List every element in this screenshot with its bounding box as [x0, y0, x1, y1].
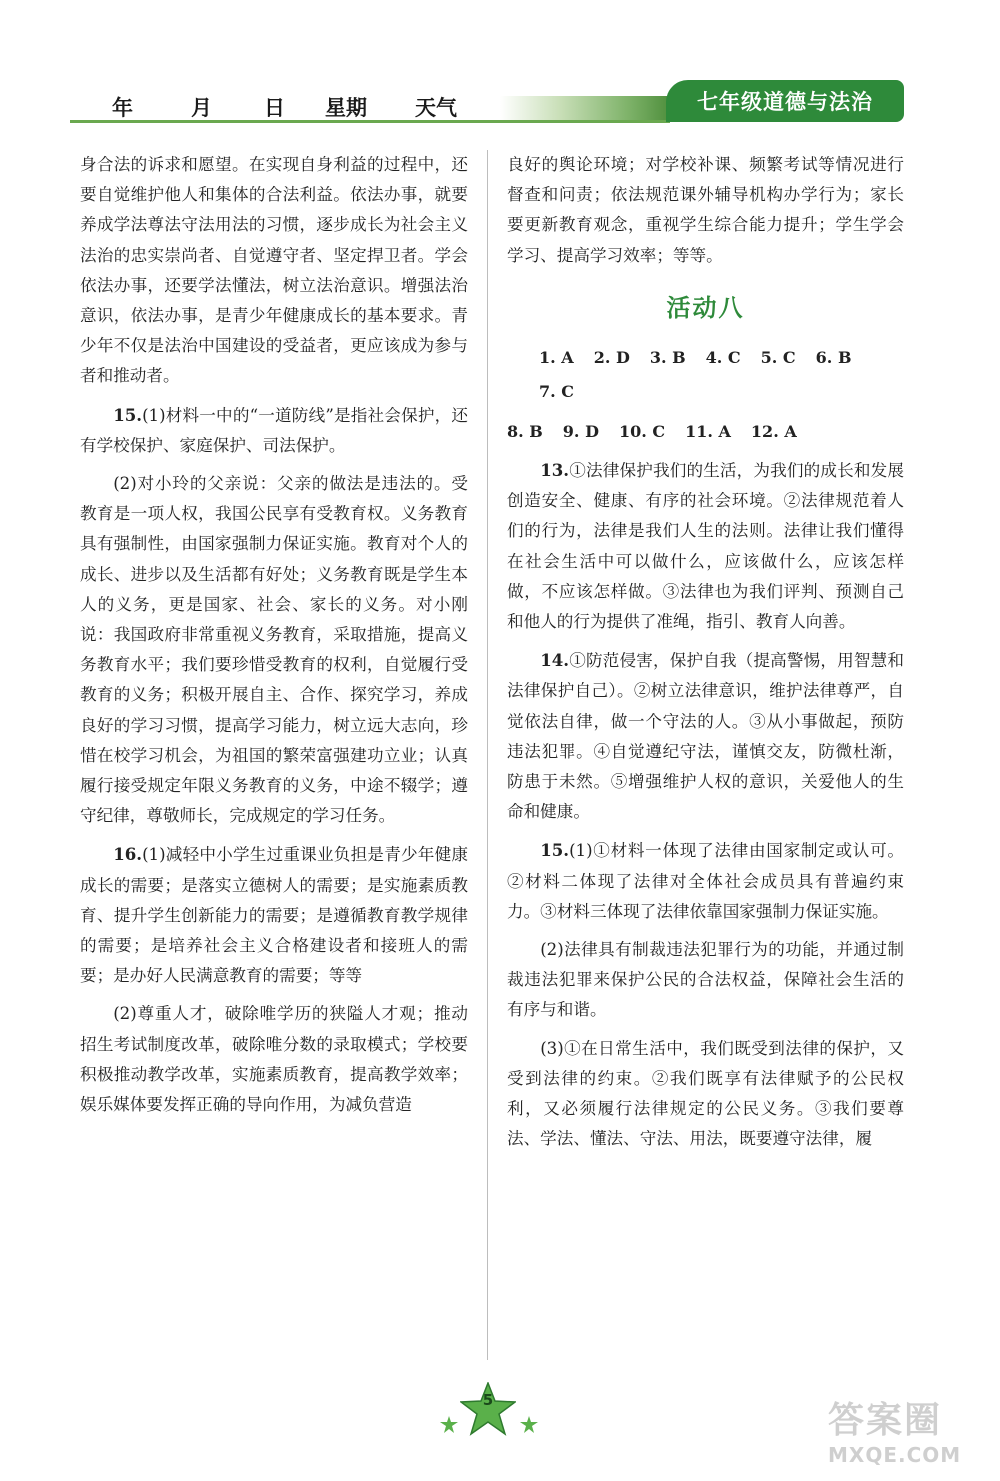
question-number: 13. [540, 460, 570, 481]
answer-paragraph: (3)①在日常生活中，我们既受到法律的保护，又受到法律的约束。②我们既享有法律赋予的公民权利，又必须履行法律规定的公民义务。③我们要尊法、学法、懂法、守法、用法，既要遵守法律，履 [507, 1038, 904, 1149]
answer-text: ①法律保护我们的生活，为我们的成长和发展创造安全、健康、有序的社会环境。②法律规范着人们的行为，法律是我们人生的法则。法律让我们懂得在社会生活中可以做什么，应该做什么，应该怎样做，不应该怎样做。③法律也为我们评判、预测自己和他人的行为提供了准绳，指引、教育人向善。 [507, 461, 904, 632]
question-answer [80, 839, 468, 991]
page-header [0, 0, 1000, 130]
choice-answer: 9. D [562, 422, 599, 442]
answer-text: (1)材料一中的“一道防线”是指社会保护，还有学校保护、家庭保护、司法保护。 [80, 405, 468, 455]
choice-answer: 8. B [507, 422, 543, 442]
question-number: 15. [540, 840, 570, 861]
activity-title: 活动八 [666, 293, 745, 322]
answer-text: (1)减轻中小学生过重课业负担是青少年健康成长的需要；是落实立德树人的需要；是实施素质教育、提升学生创新能力的需要；是遵循教育教学规律的需要；是培养社会主义合格建设者和接班人的需要；是办好人民满意教育的需要；等等 [80, 845, 468, 986]
choice-answer: 5. C [760, 348, 796, 368]
left-column [80, 150, 468, 1128]
date-year-label: 年 [112, 96, 133, 120]
choice-answer: 11. A [685, 422, 731, 442]
watermark-logo [828, 1392, 988, 1468]
answer-paragraph: (2)尊重人才，破除唯学历的狭隘人才观；推动招生考试制度改革，破除唯分数的录取模式；学校要积极推动教学改革，实施素质教育，提高教学效率；娱乐媒体要发挥正确的导向作用，为减负营造 [80, 1004, 468, 1115]
question-number: 16. [113, 844, 143, 865]
choice-answer: 6. B [815, 348, 852, 368]
question-answer [80, 400, 468, 461]
question-answer [507, 455, 904, 637]
choice-answer: 3. B [649, 348, 686, 368]
date-weekday-label: 星期 [325, 96, 367, 120]
small-star-icon [520, 1416, 538, 1434]
date-month-label: 月 [191, 96, 212, 120]
choice-answer: 10. C [618, 422, 666, 442]
multiple-choice-answers-row-1 [507, 341, 904, 409]
right-column [507, 150, 904, 1162]
column-divider [487, 150, 488, 1360]
small-star-icon [440, 1416, 458, 1434]
choice-answer: 7. C [539, 382, 575, 402]
question-number: 15. [113, 404, 143, 425]
multiple-choice-answers-row-2 [507, 415, 904, 449]
continuation-paragraph: 身合法的诉求和愿望。在实现自身利益的过程中，还要自觉维护他人和集体的合法利益。依法办事，就要养成学法尊法守法用法的习惯，逐步成长为社会主义法治的忠实崇尚者、自觉遵守者、坚定捍卫者。学会依法办事，还要学法懂法，树立法治意识。增强法治意识，依法办事，是青少年健康成长的基本要求。青少年不仅是法治中国建设的受益者，更应该成为参与者和推动者。 [80, 155, 468, 386]
choice-answer: 2. D [593, 348, 630, 368]
answer-paragraph: (2)法律具有制裁违法犯罪行为的功能，并通过制裁违法犯罪来保护公民的合法权益，保障社会生活的有序与和谐。 [507, 940, 904, 1020]
book-title-banner [666, 80, 904, 122]
date-day-label: 日 [264, 96, 285, 120]
watermark-top-text: 答案圈 [828, 1400, 943, 1441]
question-answer [507, 835, 904, 927]
date-fields [112, 92, 457, 122]
question-answer [507, 645, 904, 827]
page-number: 5 [482, 1391, 494, 1409]
date-weather-label: 天气 [415, 96, 457, 120]
answer-text: ①防范侵害，保护自我（提高警惕，用智慧和法律保护自己）。②树立法律意识，维护法律尊严，自觉依法自律，做一个守法的人。③从小事做起，预防违法犯罪。④自觉遵纪守法，谨慎交友，防微杜渐，防患于未然。⑤增强维护人权的意识，关爱他人的生命和健康。 [507, 651, 904, 822]
book-title: 七年级道德与法治 [697, 90, 873, 114]
answer-text: (1)①材料一体现了法律由国家制定或认可。②材料二体现了法律对全体社会成员具有普遍约束力。③材料三体现了法律依靠国家强制力保证实施。 [507, 841, 904, 921]
question-number: 14. [540, 650, 570, 671]
page-footer [440, 1382, 540, 1442]
answer-paragraph: (2)对小玲的父亲说：父亲的做法是违法的。受教育是一项人权，我国公民享有受教育权。义务教育具有强制性，由国家强制力保证实施。教育对个人的成长、进步以及生活都有好处；义务教育既是学生本人的义务，更是国家、社会、家长的义务。对小刚说：我国政府非常重视义务教育，采取措施，提高义务教育水平；我们要珍惜受教育的权利，自觉履行受教育的义务；积极开展自主、合作、探究学习，养成良好的学习习惯，提高学习能力，树立远大志向，珍惜在校学习机会，为祖国的繁荣富强建功立业；认真履行接受规定年限义务教育的义务，中途不辍学；遵守纪律，尊敬师长，完成规定的学习任务。 [80, 474, 468, 826]
header-rule [70, 120, 670, 123]
watermark-bottom-text: MXQE.COM [828, 1443, 962, 1467]
right-column-continuation: 良好的舆论环境；对学校补课、频繁考试等情况进行督查和问责；依法规范课外辅导机构办学行为；家长要更新教育观念，重视学生综合能力提升；学生学会学习、提高学习效率；等等。 [507, 155, 904, 265]
choice-answer: 12. A [750, 422, 797, 442]
choice-answer: 1. A [539, 348, 574, 368]
header-gradient-decoration [500, 96, 670, 120]
choice-answer: 4. C [705, 348, 741, 368]
